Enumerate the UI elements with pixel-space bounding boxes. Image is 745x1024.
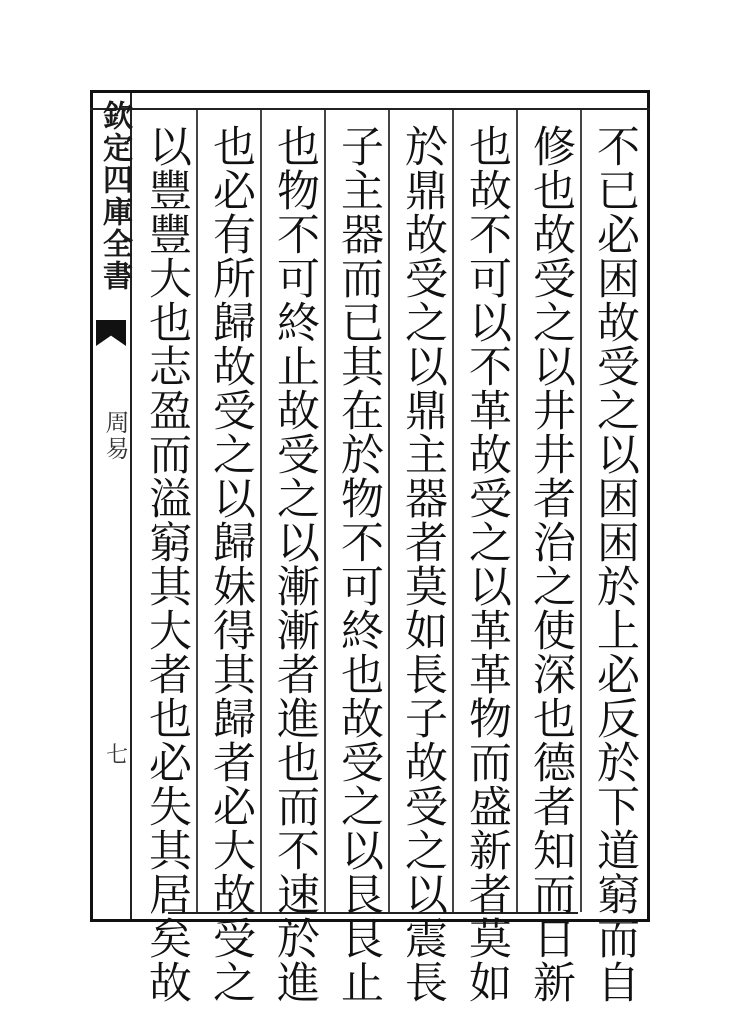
text-columns [132,110,648,1004]
text-column-4: 於鼎故受之以鼎主器者莫如長子故受之以震長 [398,124,448,1004]
text-column-8: 以豐豐大也志盈而溢窮其大者也必失其居矣故 [142,124,192,1004]
text-column-6: 也物不可終止故受之以漸漸者進也而不速於進 [270,124,320,1004]
section-title: 周易 [101,410,129,462]
book-title: 欽定四庫全書 [97,100,132,292]
text-column-1: 不已必困故受之以困困於上必反於下道窮而自 [590,124,640,1004]
text-column-3: 也故不可以不革故受之以革革物而盛新者莫如 [462,124,512,1004]
text-column-5: 子主器而已其在於物不可終也故受之以艮艮止 [334,124,384,1004]
text-column-2: 修也故受之以井井者治之使深也德者知而日新 [526,124,576,1004]
text-column-7: 也必有所歸故受之以歸妹得其歸者必大故受之 [206,124,256,1004]
folio-number: 七 [105,743,128,768]
